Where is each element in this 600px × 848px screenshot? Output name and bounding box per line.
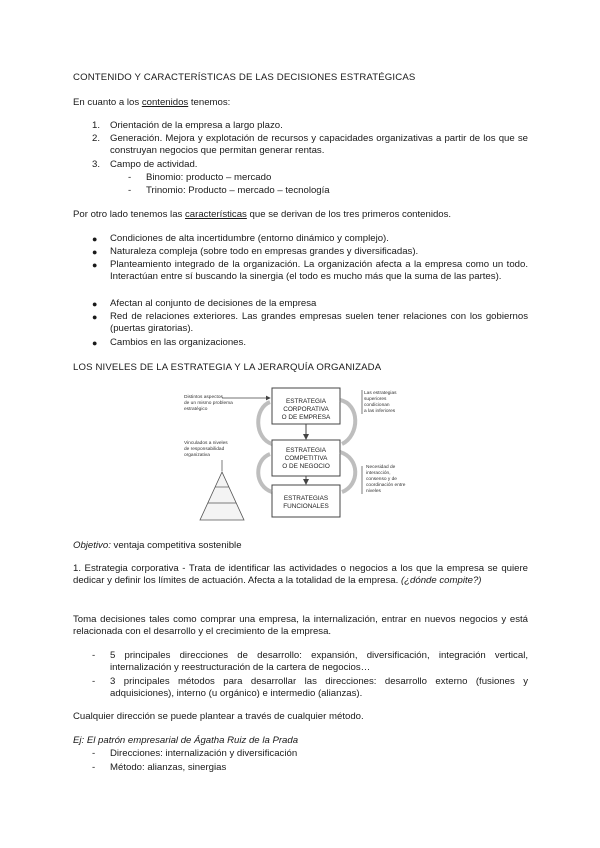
list-item: 3 principales métodos para desarrollar las direcciones: desarrollo externo (fusiones y adquisiciones), interno (u orgánico) e intermedio (alianzas). [110,676,528,699]
objective-label: Objetivo: [73,540,111,551]
dash-marker: - [92,748,96,759]
objective-text: ventaja competitiva sostenible [110,540,242,551]
bullet-icon: ● [92,247,98,257]
contents-intro [73,97,230,109]
dash-marker: - [128,172,132,183]
contents-link: contenidos [141,97,189,108]
box1-line2: CORPORATIVA [283,406,329,413]
list-item: Generación. Mejora y explotación de recursos y capacidades organizativas a partir de los que se construyan negocios que permitan generar rentas. [110,133,528,156]
contents-intro-after: tenemos: [188,97,231,108]
box1-line1: ESTRATEGIA [285,398,327,405]
example-title: Ej: El patrón empresarial de Ágatha Ruiz de la Prada [73,735,299,746]
list-number: 1. [92,120,101,131]
corporate-text: 1. Estrategia corporativa - Trata de identificar las actividades o negocios a los que la empresa se quiere dedicar y definir los límites de actuación. Afecta a la totalidad de la empresa. [73,563,528,586]
dash-marker: - [128,185,132,196]
right-bottom-line3: consenso y de [366,477,397,482]
pyramid-shape [200,472,244,520]
bullet-icon: ● [92,234,98,244]
section-title: CONTENIDO Y CARACTERÍSTICAS DE LAS DECISIONES ESTRATÉGICAS [73,72,416,83]
box2-line1: ESTRATEGIA [285,447,327,454]
list-item: Campo de actividad. [110,159,198,170]
corporate-strategy-paragraph [73,563,528,587]
box1-line3: O DE EMPRESA [281,414,331,421]
dash-marker: - [92,676,96,687]
list-item: Red de relaciones exteriores. Las grandes empresas suelen tener relaciones con los gobiernos (puertas giratorias). [110,311,528,334]
characteristics-link: características [185,209,247,220]
right-bottom-line4: coordinación entre [366,483,406,488]
dash-marker: - [92,650,96,661]
right-top-line2: superiores [364,397,387,402]
left-mid-line2: de responsabilidad [184,447,225,452]
characteristics-intro-after: que se derivan de los tres primeros contenidos. [246,209,452,220]
strategy-levels-diagram [170,380,440,530]
list-number: 2. [92,133,101,144]
list-item: Planteamiento integrado de la organización. La organización afecta a la empresa como un todo. Interactúan entre sí buscando la sinergia (el todo es mucho más que la suma de las partes). [110,259,528,282]
levels-title: LOS NIVELES DE LA ESTRATEGIA Y LA JERARQUÍA ORGANIZADA [73,362,382,373]
characteristics-intro [73,209,451,221]
bullet-icon: ● [92,338,98,348]
right-bottom-line5: niveles [366,489,381,494]
bullet-icon: ● [92,260,98,270]
left-top-line3: estratégico [184,407,208,412]
any-direction-line: Cualquier dirección se puede plantear a través de cualquier método. [73,711,364,722]
right-top-line1: Las estrategias [364,391,397,396]
dash-marker: - [92,762,96,773]
box3-line2: FUNCIONALES [283,503,329,510]
right-bottom-line1: Necesidad de [366,465,396,470]
sub-item: Trinomio: Producto – mercado – tecnología [146,185,330,196]
left-mid-line3: organizativa [184,453,210,458]
list-item: Condiciones de alta incertidumbre (entorno dinámico y complejo). [110,233,389,244]
list-item: Direcciones: internalización y diversificación [110,748,298,759]
right-top-line4: a las inferiores [364,409,396,414]
contents-intro-before: En cuanto a los [73,97,142,108]
list-item: 5 principales direcciones de desarrollo: expansión, diversificación, integración vertical, internalización y reestructuración de la cartera de negocios… [110,650,528,673]
left-top-line1: Distintos aspectos [184,395,223,400]
corporate-question: (¿dónde compite?) [400,575,482,586]
left-mid-line1: Vinculados a niveles [184,441,228,446]
right-bottom-line2: interacción, [366,471,391,476]
box3-line1: ESTRATEGIAS [283,495,329,502]
list-item: Cambios en las organizaciones. [110,337,246,348]
left-top-line2: de un mismo problema [184,401,233,406]
right-top-line3: condicionan [364,403,390,408]
sub-item: Binomio: producto – mercado [146,172,272,183]
objective-line [73,540,242,552]
bullet-icon: ● [92,312,98,322]
list-item: Orientación de la empresa a largo plazo. [110,120,283,131]
box2-line3: O DE NEGOCIO [282,463,330,470]
list-item: Naturaleza compleja (sobre todo en empresas grandes y diversificadas). [110,246,419,257]
list-item: Afectan al conjunto de decisiones de la empresa [110,298,317,309]
list-item: Método: alianzas, sinergias [110,762,227,773]
box2-line2: COMPETITIVA [284,455,328,462]
decisions-paragraph: Toma decisiones tales como comprar una empresa, la internalización, entrar en nuevos negocios y está relacionada con el desarrollo y el crecimiento de la empresa. [73,614,528,637]
characteristics-intro-before: Por otro lado tenemos las [73,209,185,220]
list-number: 3. [92,159,101,170]
bullet-icon: ● [92,299,98,309]
